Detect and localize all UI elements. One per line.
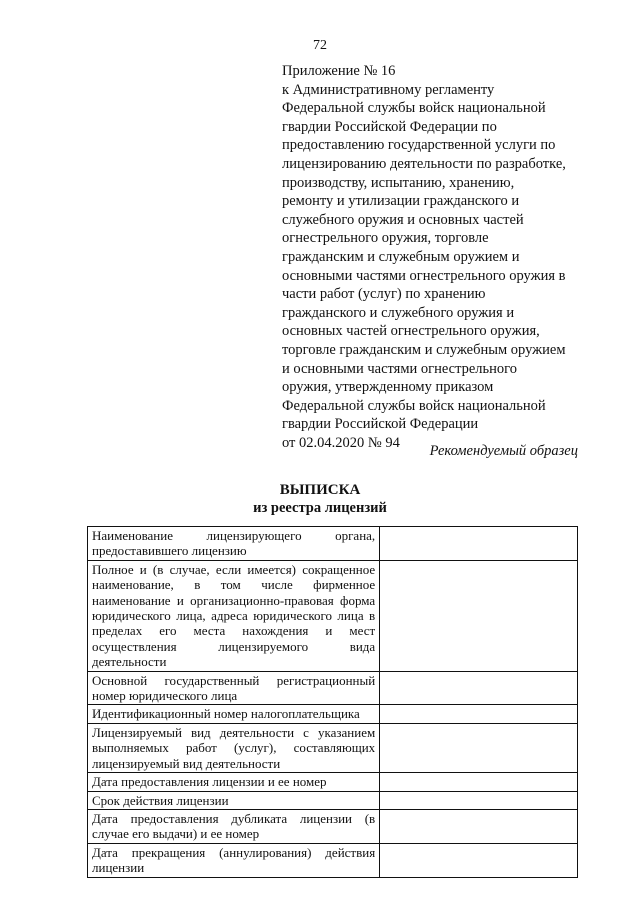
table-row bbox=[88, 671, 578, 705]
row-label: Основной государственный регистрационный номер юридического лица bbox=[88, 671, 380, 705]
appendix-line: ремонту и утилизации гражданского и bbox=[282, 193, 520, 210]
row-label: Дата прекращения (аннулирования) действия лицензии bbox=[88, 843, 380, 877]
row-value bbox=[380, 527, 578, 561]
row-label: Полное и (в случае, если имеется) сокращенное наименование, в том числе фирменное наименование и организационно-правовая форма юридического лица, адреса юридического лица в пределах его места нахождения и мест осуществления лицензируемого вида деятельности bbox=[88, 560, 380, 671]
appendix-line: Федеральной службы войск национальной bbox=[282, 100, 546, 117]
appendix-line: оружия, утвержденному приказом bbox=[282, 379, 494, 396]
appendix-line: торговле гражданским и служебным оружием bbox=[282, 341, 566, 358]
row-value bbox=[380, 705, 578, 723]
appendix-line: производству, испытанию, хранению, bbox=[282, 174, 515, 191]
appendix-line: к Административному регламенту bbox=[282, 81, 495, 98]
table-row bbox=[88, 560, 578, 671]
appendix-header bbox=[282, 62, 578, 452]
row-value bbox=[380, 723, 578, 772]
registry-table bbox=[87, 526, 578, 878]
appendix-line: огнестрельного оружия, торговле bbox=[282, 230, 489, 247]
table-row bbox=[88, 723, 578, 772]
appendix-line: основными частями огнестрельного оружия в bbox=[282, 267, 566, 284]
appendix-line: служебного оружия и основных частей bbox=[282, 211, 524, 228]
appendix-line: основных частей огнестрельного оружия, bbox=[282, 323, 540, 340]
appendix-line: гражданским и служебным оружием и bbox=[282, 248, 520, 265]
appendix-line: Федеральной службы войск национальной bbox=[282, 397, 546, 414]
document-title: ВЫПИСКА bbox=[279, 482, 361, 498]
appendix-line: от 02.04.2020 № 94 bbox=[282, 434, 400, 451]
document-subtitle: из реестра лицензий bbox=[253, 500, 387, 516]
row-value bbox=[380, 809, 578, 843]
table-row bbox=[88, 773, 578, 791]
row-value bbox=[380, 843, 578, 877]
appendix-line: и основными частями огнестрельного bbox=[282, 360, 517, 377]
row-label: Наименование лицензирующего органа, предоставившего лицензию bbox=[88, 527, 380, 561]
table-row bbox=[88, 843, 578, 877]
appendix-line: гражданского и служебного оружия и bbox=[282, 304, 515, 321]
row-label: Идентификационный номер налогоплательщика bbox=[88, 705, 380, 723]
appendix-line: гвардии Российской Федерации по bbox=[282, 118, 497, 135]
table-row bbox=[88, 527, 578, 561]
appendix-line: гвардии Российской Федерации bbox=[282, 416, 479, 433]
row-label: Срок действия лицензии bbox=[88, 791, 380, 809]
table-row bbox=[88, 791, 578, 809]
row-value bbox=[380, 671, 578, 705]
table-row bbox=[88, 705, 578, 723]
page-number: 72 bbox=[313, 38, 327, 53]
row-label: Дата предоставления дубликата лицензии (в случае его выдачи) и ее номер bbox=[88, 809, 380, 843]
appendix-line: лицензированию деятельности по разработке, bbox=[282, 155, 566, 172]
row-label: Лицензируемый вид деятельности с указанием выполняемых работ (услуг), составляющих лицензируемый вид деятельности bbox=[88, 723, 380, 772]
appendix-line: предоставлению государственной услуги по bbox=[282, 137, 556, 154]
row-value bbox=[380, 773, 578, 791]
row-value bbox=[380, 791, 578, 809]
appendix-line: части работ (услуг) по хранению bbox=[282, 286, 486, 303]
appendix-line: Приложение № 16 bbox=[282, 63, 396, 79]
row-value bbox=[380, 560, 578, 671]
recommended-sample-label: Рекомендуемый образец bbox=[429, 443, 578, 459]
table-row bbox=[88, 809, 578, 843]
row-label: Дата предоставления лицензии и ее номер bbox=[88, 773, 380, 791]
